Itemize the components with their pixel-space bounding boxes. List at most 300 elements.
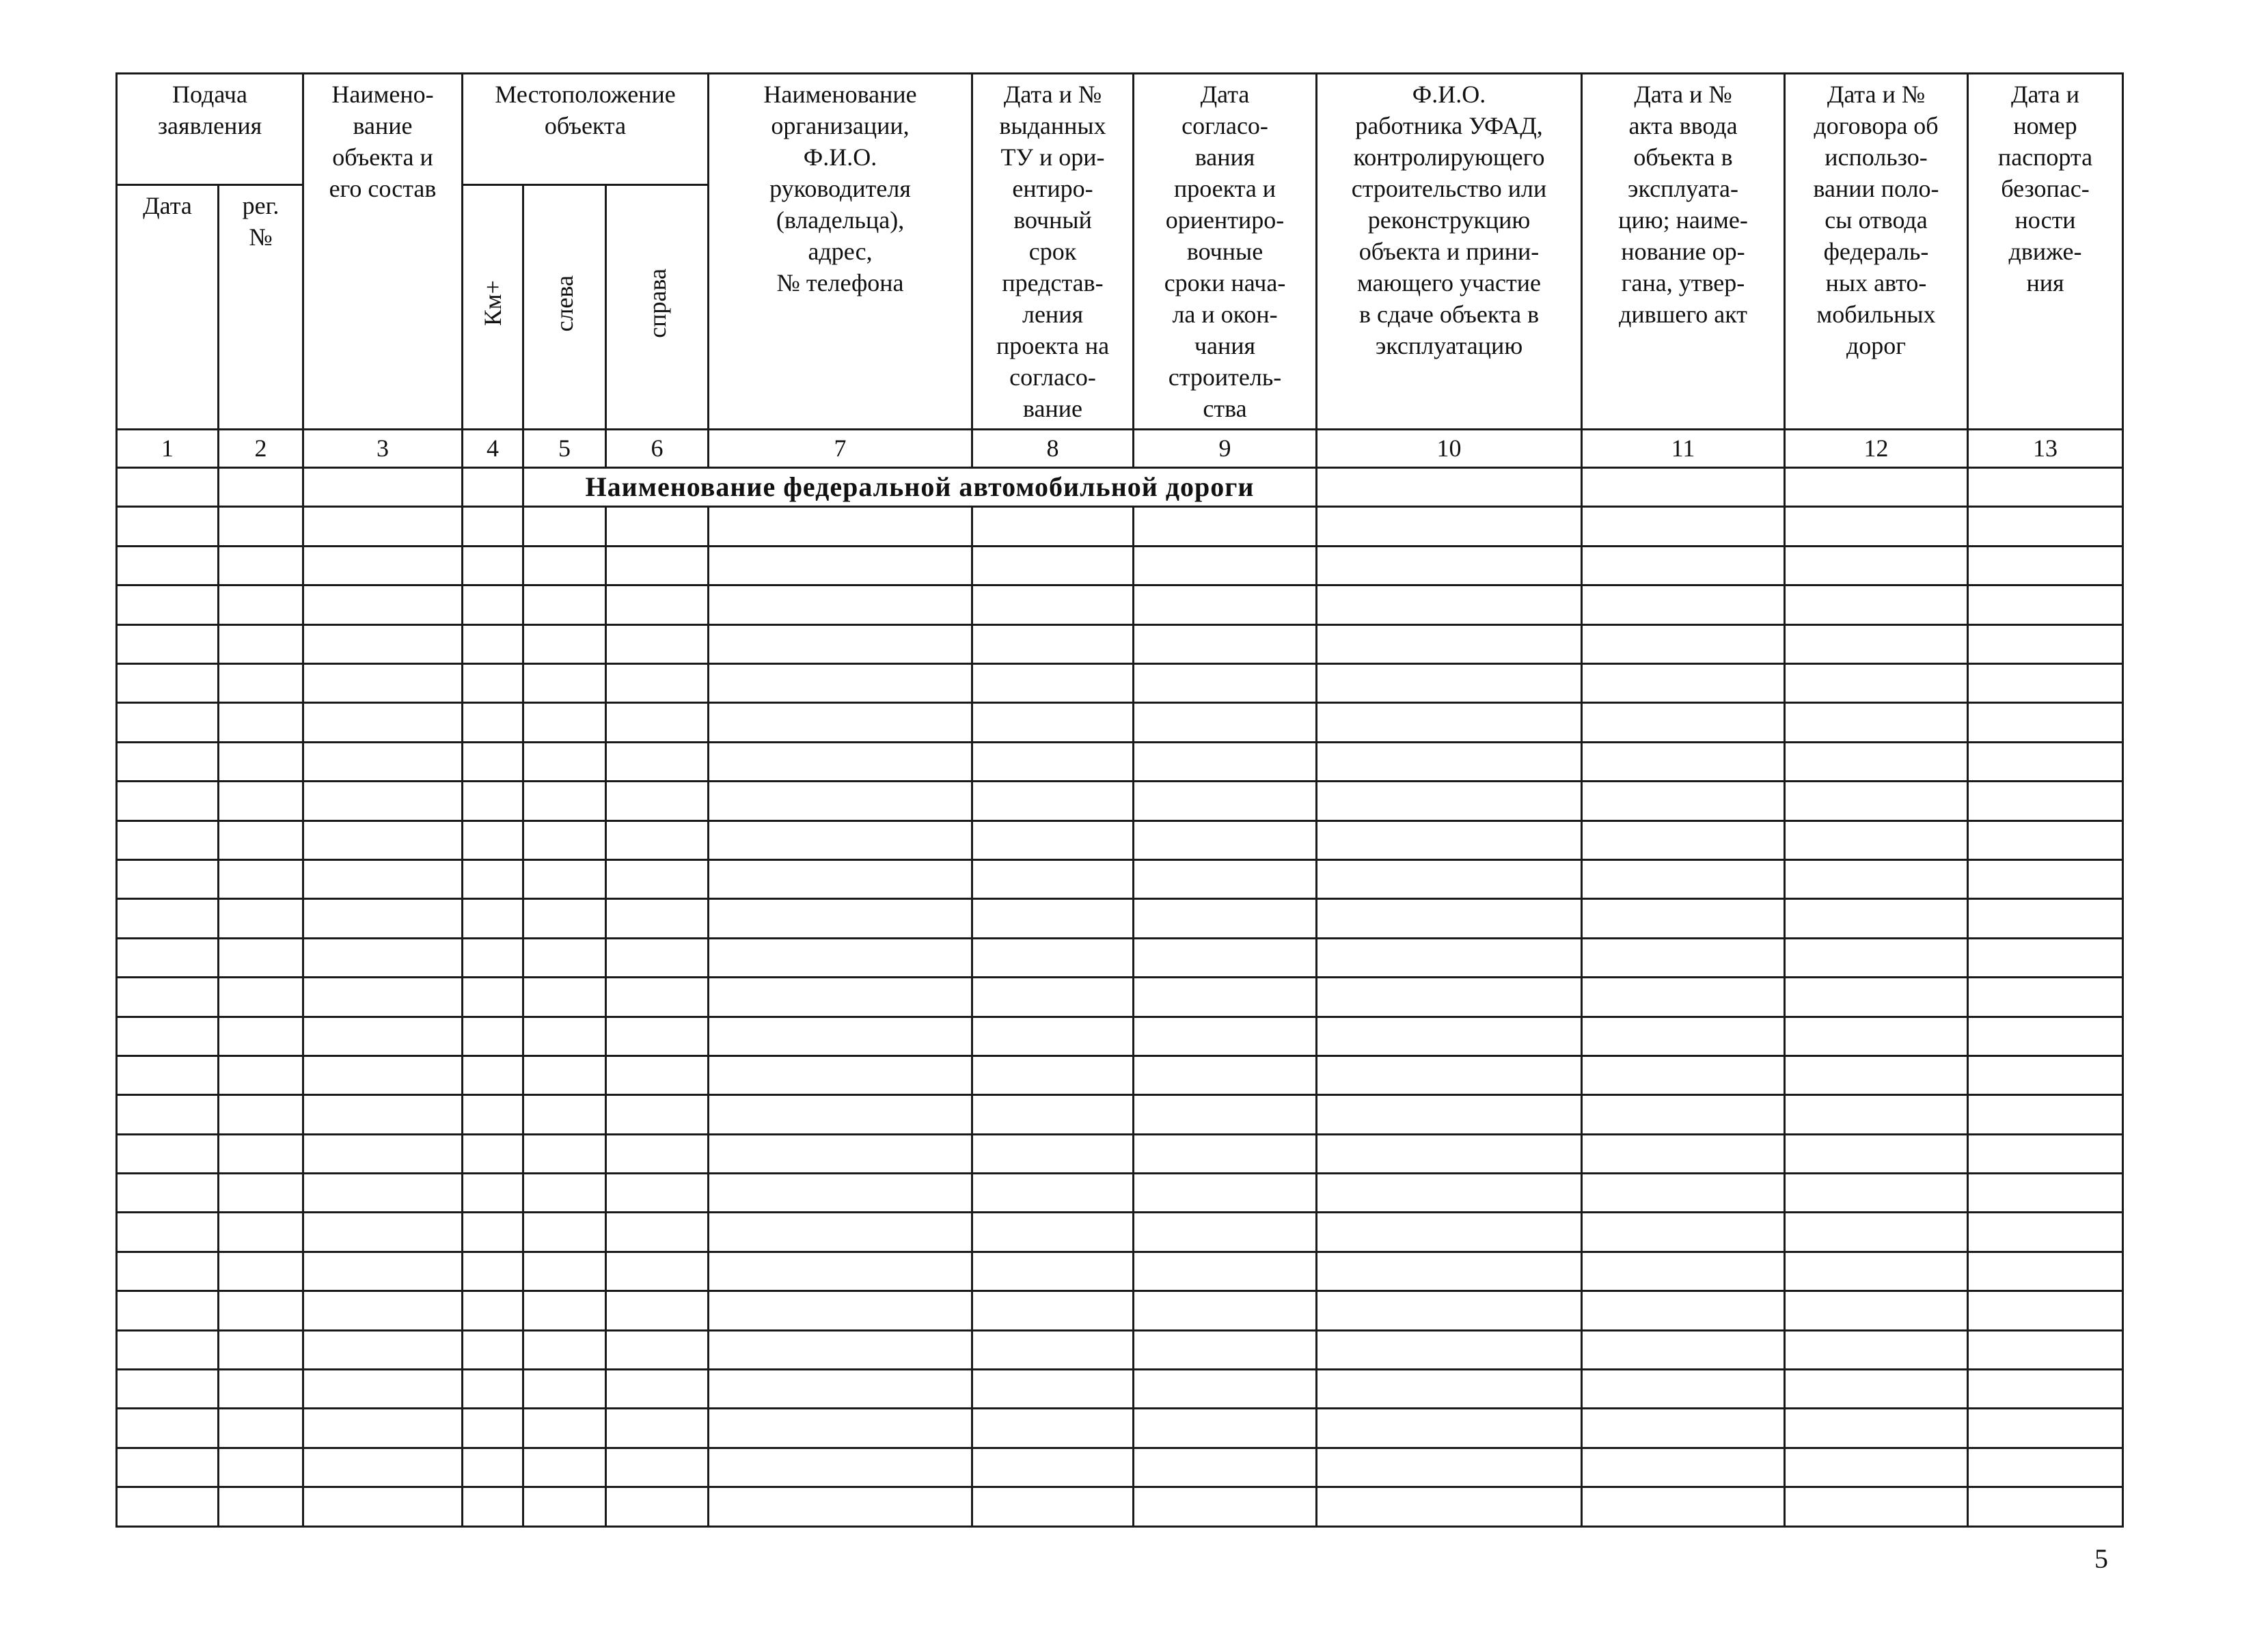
table-cell	[523, 1487, 606, 1527]
table-cell	[523, 1409, 606, 1448]
table-cell	[709, 1330, 972, 1369]
header-line: сроки нача-	[1164, 269, 1286, 296]
header-line: федераль-	[1823, 238, 1929, 265]
column-number: 10	[1317, 429, 1582, 467]
table-cell	[1785, 782, 1968, 820]
table-row	[117, 742, 2123, 781]
table-cell	[523, 1095, 606, 1134]
table-cell	[1317, 1291, 1582, 1330]
table-cell	[117, 624, 219, 663]
table-cell	[1317, 782, 1582, 820]
table-cell	[1968, 1448, 2123, 1487]
table-cell	[972, 507, 1134, 546]
table-cell	[117, 1134, 219, 1173]
table-cell	[1582, 742, 1785, 781]
table-row	[117, 1056, 2123, 1094]
table-cell	[463, 1448, 523, 1487]
table-cell	[1785, 664, 1968, 703]
table-cell	[1785, 507, 1968, 546]
table-cell	[523, 1252, 606, 1291]
table-cell	[219, 1370, 303, 1409]
table-cell	[219, 664, 303, 703]
table-cell	[523, 1056, 606, 1094]
table-cell	[1317, 1017, 1582, 1056]
table-cell	[606, 1291, 709, 1330]
table-cell	[117, 1017, 219, 1056]
table-cell	[606, 1056, 709, 1094]
table-cell	[463, 1174, 523, 1213]
table-cell	[117, 978, 219, 1017]
header-approval	[1134, 74, 1317, 430]
table-cell	[523, 978, 606, 1017]
table-cell	[972, 664, 1134, 703]
header-reg-no-text: рег. №	[242, 192, 279, 251]
table-cell	[1968, 978, 2123, 1017]
table-cell	[972, 1448, 1134, 1487]
table-cell	[972, 703, 1134, 742]
table-cell	[1785, 978, 1968, 1017]
table-cell	[1785, 1487, 1968, 1527]
table-cell	[1134, 859, 1317, 898]
table-cell	[219, 899, 303, 938]
table-cell	[523, 1213, 606, 1252]
table-cell	[1785, 859, 1968, 898]
table-cell	[972, 1174, 1134, 1213]
table-cell	[303, 468, 463, 507]
table-cell	[1968, 1017, 2123, 1056]
table-cell	[219, 1252, 303, 1291]
header-line: паспорта	[1997, 143, 2093, 171]
table-cell	[972, 1409, 1134, 1448]
table-cell	[463, 978, 523, 1017]
road-title: Наименование федеральной автомобильной дороги	[523, 468, 1317, 507]
table-cell	[1134, 938, 1317, 977]
table-cell	[1134, 1134, 1317, 1173]
header-line: вания	[1194, 143, 1255, 171]
header-line: эксплуатацию	[1375, 332, 1523, 359]
table-cell	[1968, 899, 2123, 938]
table-cell	[1317, 1330, 1582, 1369]
table-cell	[972, 1330, 1134, 1369]
header-km-text: Км+	[479, 280, 506, 327]
table-cell	[523, 546, 606, 585]
table-cell	[219, 507, 303, 546]
table-cell	[1968, 820, 2123, 859]
table-cell	[606, 1174, 709, 1213]
header-line: сы отвода	[1825, 206, 1928, 234]
header-line: объекта в	[1633, 143, 1733, 171]
table-cell	[303, 1095, 463, 1134]
table-row	[117, 1291, 2123, 1330]
table-cell	[303, 624, 463, 663]
table-cell	[303, 978, 463, 1017]
table-cell	[219, 938, 303, 977]
header-line: гана, утвер-	[1621, 269, 1745, 296]
table-cell	[463, 1487, 523, 1527]
table-cell	[303, 1487, 463, 1527]
table-cell	[709, 546, 972, 585]
table-cell	[523, 585, 606, 624]
table-cell	[709, 1174, 972, 1213]
table-cell	[303, 1409, 463, 1448]
table-cell	[606, 978, 709, 1017]
table-cell	[709, 703, 972, 742]
header-location-text: Местоположение объекта	[495, 81, 676, 139]
table-cell	[1317, 1174, 1582, 1213]
table-cell	[1134, 1174, 1317, 1213]
table-cell	[303, 742, 463, 781]
table-cell	[1968, 585, 2123, 624]
table-cell	[709, 1017, 972, 1056]
table-cell	[219, 1213, 303, 1252]
table-cell	[219, 1056, 303, 1094]
header-line: руководителя	[769, 175, 911, 202]
table-cell	[709, 938, 972, 977]
table-cell	[219, 1095, 303, 1134]
table-cell	[606, 546, 709, 585]
table-cell	[523, 1448, 606, 1487]
table-cell	[523, 1134, 606, 1173]
header-line: Дата и №	[1827, 81, 1926, 108]
table-cell	[117, 1252, 219, 1291]
table-cell	[1968, 1330, 2123, 1369]
table-cell	[523, 507, 606, 546]
table-cell	[1582, 1330, 1785, 1369]
table-cell	[1582, 1134, 1785, 1173]
table-cell	[463, 1017, 523, 1056]
table-cell	[1317, 664, 1582, 703]
table-cell	[117, 820, 219, 859]
header-row-1	[117, 74, 2123, 185]
header-line: вочный	[1013, 206, 1092, 234]
table-cell	[463, 585, 523, 624]
table-cell	[606, 585, 709, 624]
table-cell	[1582, 820, 1785, 859]
table-cell	[709, 507, 972, 546]
header-location	[463, 74, 709, 185]
header-line: объекта и прини-	[1358, 238, 1540, 265]
table-cell	[117, 664, 219, 703]
table-cell	[972, 1213, 1134, 1252]
table-cell	[972, 1056, 1134, 1094]
table-cell	[1317, 1448, 1582, 1487]
table-row	[117, 1448, 2123, 1487]
table-cell	[303, 1330, 463, 1369]
table-cell	[1968, 859, 2123, 898]
table-row	[117, 820, 2123, 859]
table-cell	[463, 1370, 523, 1409]
table-cell	[606, 1134, 709, 1173]
table-cell	[1134, 1095, 1317, 1134]
header-line: использо-	[1825, 143, 1928, 171]
header-date-text: Дата	[143, 192, 192, 220]
table-cell	[463, 820, 523, 859]
table-cell	[1317, 507, 1582, 546]
table-cell	[523, 899, 606, 938]
table-cell	[1134, 585, 1317, 624]
table-cell	[1134, 1330, 1317, 1369]
table-cell	[1785, 1448, 1968, 1487]
table-cell	[463, 742, 523, 781]
table-cell	[117, 546, 219, 585]
table-cell	[972, 546, 1134, 585]
table-cell	[1582, 782, 1785, 820]
road-title-row	[117, 468, 2123, 507]
table-cell	[1134, 1017, 1317, 1056]
header-line: ния	[2026, 269, 2064, 296]
header-line: Ф.И.О.	[803, 143, 877, 171]
table-cell	[219, 978, 303, 1017]
header-line: согласо-	[1009, 363, 1096, 391]
column-number: 1	[117, 429, 219, 467]
table-cell	[303, 899, 463, 938]
table-cell	[1785, 1056, 1968, 1094]
header-line: движе-	[2008, 238, 2082, 265]
table-cell	[117, 1291, 219, 1330]
table-cell	[463, 1095, 523, 1134]
table-row	[117, 664, 2123, 703]
table-cell	[117, 782, 219, 820]
table-cell	[1582, 624, 1785, 663]
table-cell	[1582, 1095, 1785, 1134]
table-cell	[972, 782, 1134, 820]
table-cell	[972, 1370, 1134, 1409]
table-cell	[117, 938, 219, 977]
header-line: Ф.И.О.	[1412, 81, 1486, 108]
table-cell	[1968, 507, 2123, 546]
header-line: ентиро-	[1012, 175, 1093, 202]
table-row	[117, 1213, 2123, 1252]
table-cell	[1968, 624, 2123, 663]
table-cell	[523, 1370, 606, 1409]
table-cell	[1582, 703, 1785, 742]
table-cell	[523, 1017, 606, 1056]
register-table	[115, 72, 2124, 1528]
table-cell	[972, 978, 1134, 1017]
table-row	[117, 1252, 2123, 1291]
table-cell	[1582, 1017, 1785, 1056]
table-cell	[523, 742, 606, 781]
table-cell	[972, 1134, 1134, 1173]
header-line: проекта на	[996, 332, 1110, 359]
table-cell	[1968, 1213, 2123, 1252]
table-cell	[606, 1252, 709, 1291]
table-cell	[972, 1291, 1134, 1330]
table-cell	[1582, 1056, 1785, 1094]
header-line: дорог	[1846, 332, 1907, 359]
table-cell	[219, 742, 303, 781]
column-number: 7	[709, 429, 972, 467]
table-cell	[1317, 859, 1582, 898]
table-cell	[1582, 1213, 1785, 1252]
table-cell	[1968, 468, 2123, 507]
table-cell	[1317, 468, 1582, 507]
table-cell	[1134, 1252, 1317, 1291]
table-cell	[1317, 585, 1582, 624]
table-row	[117, 1174, 2123, 1213]
table-cell	[219, 546, 303, 585]
table-cell	[523, 820, 606, 859]
header-line: (владельца),	[776, 206, 905, 234]
table-cell	[303, 507, 463, 546]
table-cell	[709, 624, 972, 663]
table-cell	[1785, 468, 1968, 507]
table-cell	[606, 624, 709, 663]
table-cell	[219, 585, 303, 624]
header-line: нование ор-	[1621, 238, 1745, 265]
table-cell	[1968, 1409, 2123, 1448]
table-cell	[709, 1370, 972, 1409]
header-line: вании поло-	[1813, 175, 1939, 202]
table-cell	[709, 978, 972, 1017]
table-cell	[117, 1056, 219, 1094]
header-line: Дата и №	[1003, 81, 1102, 108]
table-cell	[972, 859, 1134, 898]
table-cell	[709, 859, 972, 898]
table-row	[117, 1095, 2123, 1134]
table-cell	[523, 1174, 606, 1213]
table-cell	[1317, 624, 1582, 663]
header-line: вание	[1023, 395, 1083, 422]
table-cell	[303, 820, 463, 859]
column-number: 6	[606, 429, 709, 467]
table-row	[117, 703, 2123, 742]
table-cell	[1317, 742, 1582, 781]
table-cell	[117, 585, 219, 624]
header-line: в сдаче объекта в	[1358, 301, 1540, 328]
table-row	[117, 546, 2123, 585]
header-line: строитель-	[1168, 363, 1282, 391]
table-cell	[303, 859, 463, 898]
table-cell	[972, 1017, 1134, 1056]
table-cell	[1134, 899, 1317, 938]
column-number: 2	[219, 429, 303, 467]
header-line: ориентиро-	[1165, 206, 1285, 234]
table-cell	[219, 468, 303, 507]
table-cell	[972, 938, 1134, 977]
table-row	[117, 624, 2123, 663]
column-number: 12	[1785, 429, 1968, 467]
header-line: согласо-	[1181, 112, 1268, 139]
table-cell	[463, 1330, 523, 1369]
table-cell	[1582, 938, 1785, 977]
table-cell	[1968, 782, 2123, 820]
table-cell	[463, 1291, 523, 1330]
table-cell	[1582, 507, 1785, 546]
column-number-row	[117, 429, 2123, 467]
header-line: работника УФАД,	[1355, 112, 1543, 139]
table-row	[117, 978, 2123, 1017]
table-cell	[117, 1409, 219, 1448]
table-cell	[219, 1448, 303, 1487]
table-row	[117, 1370, 2123, 1409]
table-cell	[1134, 546, 1317, 585]
table-cell	[463, 1056, 523, 1094]
table-cell	[709, 1409, 972, 1448]
table-cell	[606, 507, 709, 546]
column-number: 3	[303, 429, 463, 467]
table-cell	[1785, 1213, 1968, 1252]
table-cell	[117, 507, 219, 546]
table-cell	[606, 899, 709, 938]
table-cell	[1134, 1291, 1317, 1330]
table-cell	[1785, 1252, 1968, 1291]
table-cell	[219, 703, 303, 742]
table-row	[117, 1017, 2123, 1056]
table-cell	[606, 1370, 709, 1409]
table-cell	[606, 1448, 709, 1487]
header-line: цию; наиме-	[1618, 206, 1748, 234]
table-cell	[1968, 1134, 2123, 1173]
table-cell	[1785, 1330, 1968, 1369]
header-supervisor	[1317, 74, 1582, 430]
table-cell	[1968, 1291, 2123, 1330]
header-line: № телефона	[776, 269, 904, 296]
table-cell	[606, 1330, 709, 1369]
table-cell	[1968, 1095, 2123, 1134]
table-cell	[117, 703, 219, 742]
table-cell	[1317, 1095, 1582, 1134]
header-line: реконструкцию	[1367, 206, 1531, 234]
table-cell	[709, 1252, 972, 1291]
table-cell	[303, 1252, 463, 1291]
table-cell	[523, 938, 606, 977]
table-cell	[709, 899, 972, 938]
table-cell	[1134, 703, 1317, 742]
table-cell	[117, 1330, 219, 1369]
table-cell	[523, 859, 606, 898]
table-cell	[463, 782, 523, 820]
table-cell	[1582, 1174, 1785, 1213]
table-cell	[463, 1134, 523, 1173]
table-cell	[1785, 1291, 1968, 1330]
table-cell	[1968, 703, 2123, 742]
table-cell	[463, 507, 523, 546]
table-cell	[117, 1448, 219, 1487]
table-cell	[219, 1409, 303, 1448]
table-cell	[303, 1017, 463, 1056]
table-cell	[117, 468, 219, 507]
table-cell	[303, 664, 463, 703]
table-cell	[1134, 1487, 1317, 1527]
table-cell	[1317, 1409, 1582, 1448]
table-cell	[463, 1252, 523, 1291]
table-row	[117, 938, 2123, 977]
table-cell	[1785, 624, 1968, 663]
header-passport	[1968, 74, 2123, 430]
table-cell	[709, 664, 972, 703]
table-cell	[1785, 1095, 1968, 1134]
header-km	[463, 185, 523, 430]
table-cell	[606, 664, 709, 703]
table-cell	[1317, 1252, 1582, 1291]
table-cell	[1134, 1370, 1317, 1409]
table-cell	[219, 782, 303, 820]
header-line: безопас-	[2001, 175, 2090, 202]
table-cell	[303, 1370, 463, 1409]
table-cell	[1582, 1487, 1785, 1527]
table-row	[117, 1330, 2123, 1369]
table-cell	[1317, 938, 1582, 977]
header-left	[523, 185, 606, 430]
header-object-name-text: Наимено- вание объекта и его состав	[329, 81, 437, 202]
table-cell	[972, 820, 1134, 859]
table-cell	[1317, 1487, 1582, 1527]
table-cell	[303, 1448, 463, 1487]
table-cell	[463, 664, 523, 703]
header-line: представ-	[1002, 269, 1104, 296]
header-line: контролирующего	[1353, 143, 1545, 171]
